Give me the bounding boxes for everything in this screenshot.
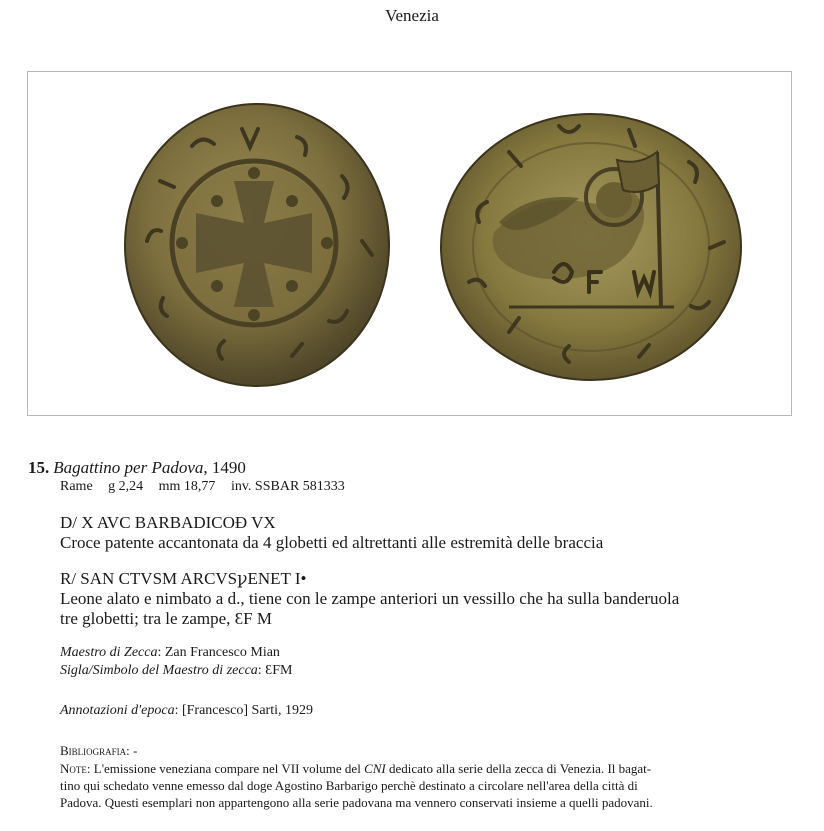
reverse-description-line1: Leone alato e nimbato a d., tiene con le zampe anteriori un vessillo che ha sulla banderuola: [60, 589, 680, 608]
diameter: mm 18,77: [158, 479, 216, 494]
note-line1: Note: L'emissione veneziana compare nel VII volume del CNI dedicato alla serie della zecca di Venezia. Il bagat-: [60, 761, 652, 776]
metal: Rame: [60, 479, 93, 494]
entry-title: Bagattino per Padova, 1490: [53, 458, 246, 477]
page-title: Venezia: [385, 6, 439, 25]
note-line2: tino qui schedato venne emesso dal doge Agostino Barbarigo perchè destinato a circolare nell'area della città di: [60, 778, 638, 793]
mint-master: Maestro di Zecca: Zan Francesco Mian: [60, 645, 280, 660]
entry-number: 15.: [28, 458, 50, 477]
coin-photo-frame: [27, 71, 792, 416]
obverse-description: Croce patente accantonata da 4 globetti ed altrettanti alle estremità delle braccia: [60, 533, 604, 552]
reverse-description-line2: tre globetti; tra le zampe, ƐF M: [60, 609, 272, 628]
weight: g 2,24: [108, 479, 144, 494]
coin-obverse-image: [122, 101, 392, 389]
period-annotations: Annotazioni d'epoca: [Francesco] Sarti, 1929: [60, 703, 314, 718]
reverse-legend: R/ ЅAN CTVSM ARCVSꝩENET I•: [60, 569, 307, 588]
obverse-legend: D/ X AVC BARBADICOÐ VX: [60, 513, 276, 532]
inventory-number: inv. SSBAR 581333: [230, 479, 345, 494]
entry-metadata: [60, 479, 357, 495]
coin-reverse-image: [439, 112, 744, 382]
mint-master-sigla: Sigla/Simbolo del Maestro di zecca: ƐFM: [60, 663, 293, 678]
bibliography: Bibliografia: -: [60, 743, 138, 758]
note-line3: Padova. Questi esemplari non appartengono alla serie padovana ma vennero conservati insieme a quelli padovani.: [60, 795, 653, 810]
catalog-entry-heading: [28, 458, 798, 478]
